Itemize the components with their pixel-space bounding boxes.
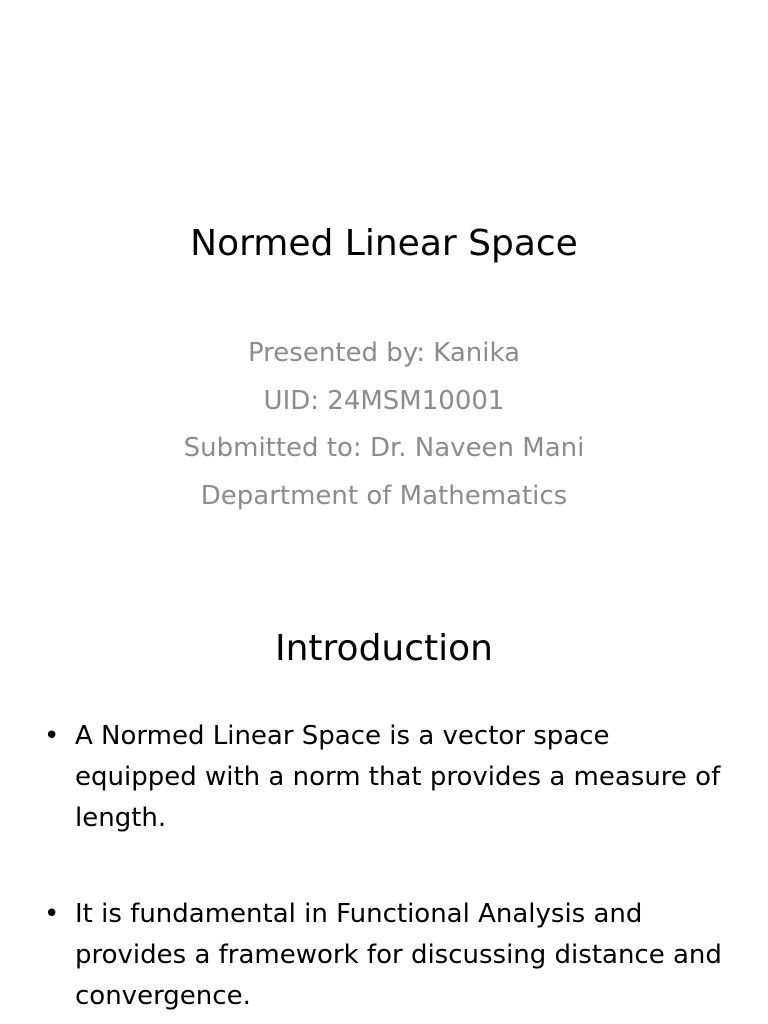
presentation-title: Normed Linear Space xyxy=(190,223,578,264)
list-item xyxy=(44,894,724,1017)
subtitle-block xyxy=(0,333,768,523)
bullet-text: A Normed Linear Space is a vector space equipped with a norm that provides a measure of length. xyxy=(75,721,721,833)
bullet-icon: • xyxy=(44,721,60,751)
bullet-icon: • xyxy=(44,899,60,929)
introduction-heading: Introduction xyxy=(274,628,493,669)
uid-line: UID: 24MSM10001 xyxy=(263,385,505,416)
list-item xyxy=(44,716,724,839)
submitted-to-line: Submitted to: Dr. Naveen Mani xyxy=(183,433,585,463)
department-line: Department of Mathematics xyxy=(200,480,568,511)
presenter-line: Presented by: Kanika xyxy=(247,338,521,368)
bullet-text: It is fundamental in Functional Analysis and provides a framework for discussing distance and convergence. xyxy=(75,899,722,1011)
